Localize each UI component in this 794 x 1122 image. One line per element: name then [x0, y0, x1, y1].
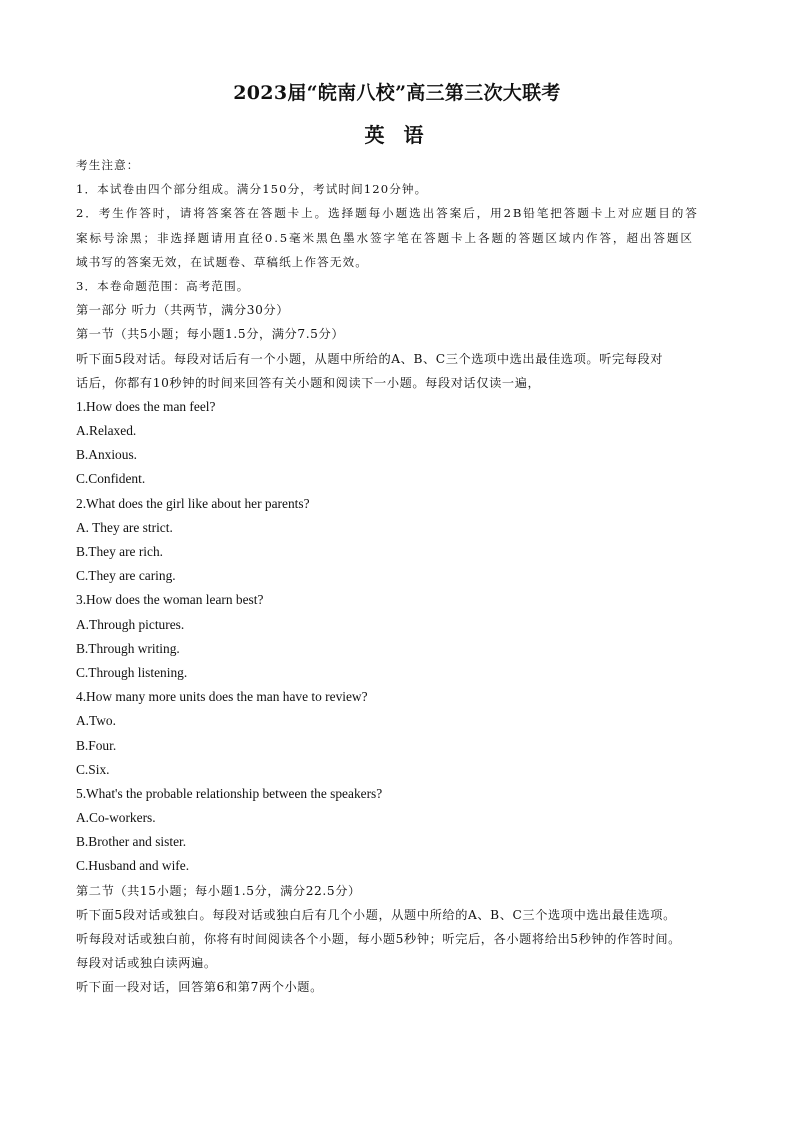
answer-option: B.They are rich.: [76, 544, 163, 559]
subject-title: 英 语: [364, 123, 430, 147]
notice-item: 域书写的答案无效，在试题卷、草稿纸上作答无效。: [76, 254, 368, 269]
notice-item: 2．考生作答时，请将答案答在答题卡上。选择题每小题选出答案后，用2B铅笔把答题卡上对应题目的答: [76, 206, 699, 221]
answer-option: B.Anxious.: [76, 447, 138, 463]
answer-option: A.Through pictures.: [76, 616, 185, 632]
question-stem: 1.How does the man feel?: [76, 398, 216, 414]
section2-heading: 第二节（共15小题；每小题1.5分，满分22.5分）: [76, 883, 361, 898]
notice-item: 案标号涂黑；非选择题请用直径0.5毫米黑色墨水签字笔在答题卡上各题的答题区域内作答，超出答题区: [76, 230, 694, 245]
answer-option: A. They are strict.: [76, 519, 173, 535]
answer-option: A.Relaxed.: [76, 423, 137, 439]
exam-content: [76, 153, 721, 1000]
answer-option: C.Through listening.: [76, 664, 188, 680]
answer-option: C.They are caring.: [76, 568, 176, 584]
section2-instruction: 听下面一段对话，回答第6和第7两个小题。: [76, 980, 323, 995]
section1-instruction: 听下面5段对话。每段对话后有一个小题，从题中所给的A、B、C三个选项中选出最佳选项。听完每段对: [76, 351, 664, 366]
exam-title: 2023届“皖南八校”高三第三次大联考: [233, 82, 561, 104]
section1-heading: 第一节（共5小题；每小题1.5分，满分7.5分）: [76, 327, 345, 342]
question-stem: 3.How does the woman learn best?: [76, 592, 264, 608]
section2-instruction: 听每段对话或独白前，你将有时间阅读各个小题，每小题5秒钟；听完后，各小题将给出5秒钟的作答时间。: [76, 932, 681, 946]
question-stem: 5.What's the probable relationship between the speakers?: [76, 785, 383, 801]
answer-option: A.Co-workers.: [76, 810, 156, 826]
question-stem: 4.How many more units does the man have to review?: [76, 689, 368, 705]
section2-instruction: 每段对话或独白读两遍。: [76, 956, 217, 971]
answer-option: C.Husband and wife.: [76, 858, 190, 874]
notice-item: 3．本卷命题范围：高考范围。: [76, 278, 250, 293]
answer-option: B.Four.: [76, 737, 117, 753]
notice-heading: 考生注意：: [76, 158, 140, 172]
question-stem: 2.What does the girl like about her parents?: [76, 495, 310, 511]
answer-option: C.Six.: [76, 761, 110, 777]
answer-option: C.Confident.: [76, 471, 146, 487]
section1-instruction: 话后，你都有10秒钟的时间来回答有关小题和阅读下一小题。每段对话仅读一遍，: [76, 375, 541, 390]
answer-option: A.Two.: [76, 713, 116, 729]
answer-option: B.Brother and sister.: [76, 834, 187, 850]
section2-instruction: 听下面5段对话或独白。每段对话或独白后有几个小题，从题中所给的A、B、C三个选项中选出最佳选项。: [76, 907, 676, 922]
notice-item: 1．本试卷由四个部分组成。满分150分，考试时间120分钟。: [76, 182, 428, 197]
part1-heading: 第一部分 听力（共两节，满分30分）: [76, 303, 289, 318]
answer-option: B.Through writing.: [76, 640, 180, 656]
